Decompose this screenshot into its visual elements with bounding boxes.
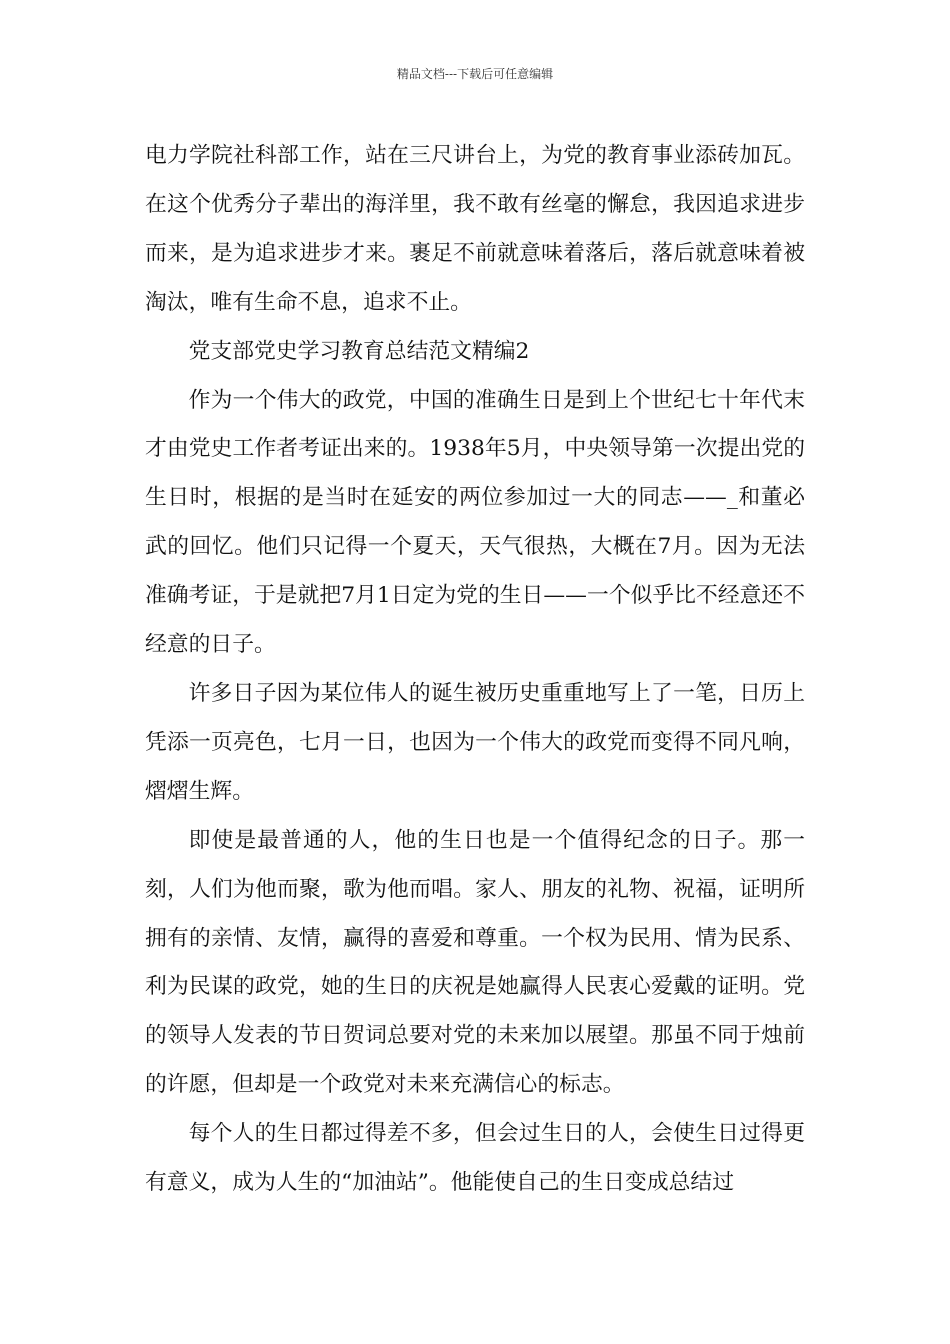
- paragraph-1: 电力学院社科部工作，站在三尺讲台上，为党的教育事业添砖加瓦。在这个优秀分子辈出的海洋里，我不敢有丝毫的懈怠，我因追求进步而来，是为追求进步才来。裹足不前就意味着落后，落后就意味着被淘汰，唯有生命不息，追求不止。: [145, 143, 805, 315]
- document-body: [145, 132, 805, 1208]
- paragraph-4: 许多日子因为某位伟人的诞生被历史重重地写上了一笔，日历上凭添一页亮色，七月一日，也因为一个伟大的政党而变得不同凡响，熠熠生辉。: [145, 680, 805, 804]
- paragraph-6: 每个人的生日都过得差不多，但会过生日的人，会使生日过得更有意义，成为人生的“加油站”。他能使自己的生日变成总结过: [145, 1121, 805, 1196]
- page-header: 精品文档---下载后可任意编辑: [396, 67, 554, 81]
- paragraph-3: 作为一个伟大的政党，中国的准确生日是到上个世纪七十年代末才由党史工作者考证出来的。1938年5月，中央领导第一次提出党的生日时，根据的是当时在延安的两位参加过一大的同志——_和董必武的回忆。他们只记得一个夏天，天气很热，大概在7月。因为无法准确考证，于是就把7月1日定为党的生日——一个似乎比不经意还不经意的日子。: [145, 387, 805, 658]
- paragraph-5: 即使是最普通的人，他的生日也是一个值得纪念的日子。那一刻，人们为他而聚，歌为他而唱。家人、朋友的礼物、祝福，证明所拥有的亲情、友情，赢得的喜爱和尊重。一个权为民用、情为民系、利为民谋的政党，她的生日的庆祝是她赢得人民衷心爱戴的证明。党的领导人发表的节日贺词总要对党的未来加以展望。那虽不同于烛前的许愿，但却是一个政党对未来充满信心的标志。: [145, 827, 805, 1098]
- section-heading: 党支部党史学习教育总结范文精编2: [188, 338, 530, 364]
